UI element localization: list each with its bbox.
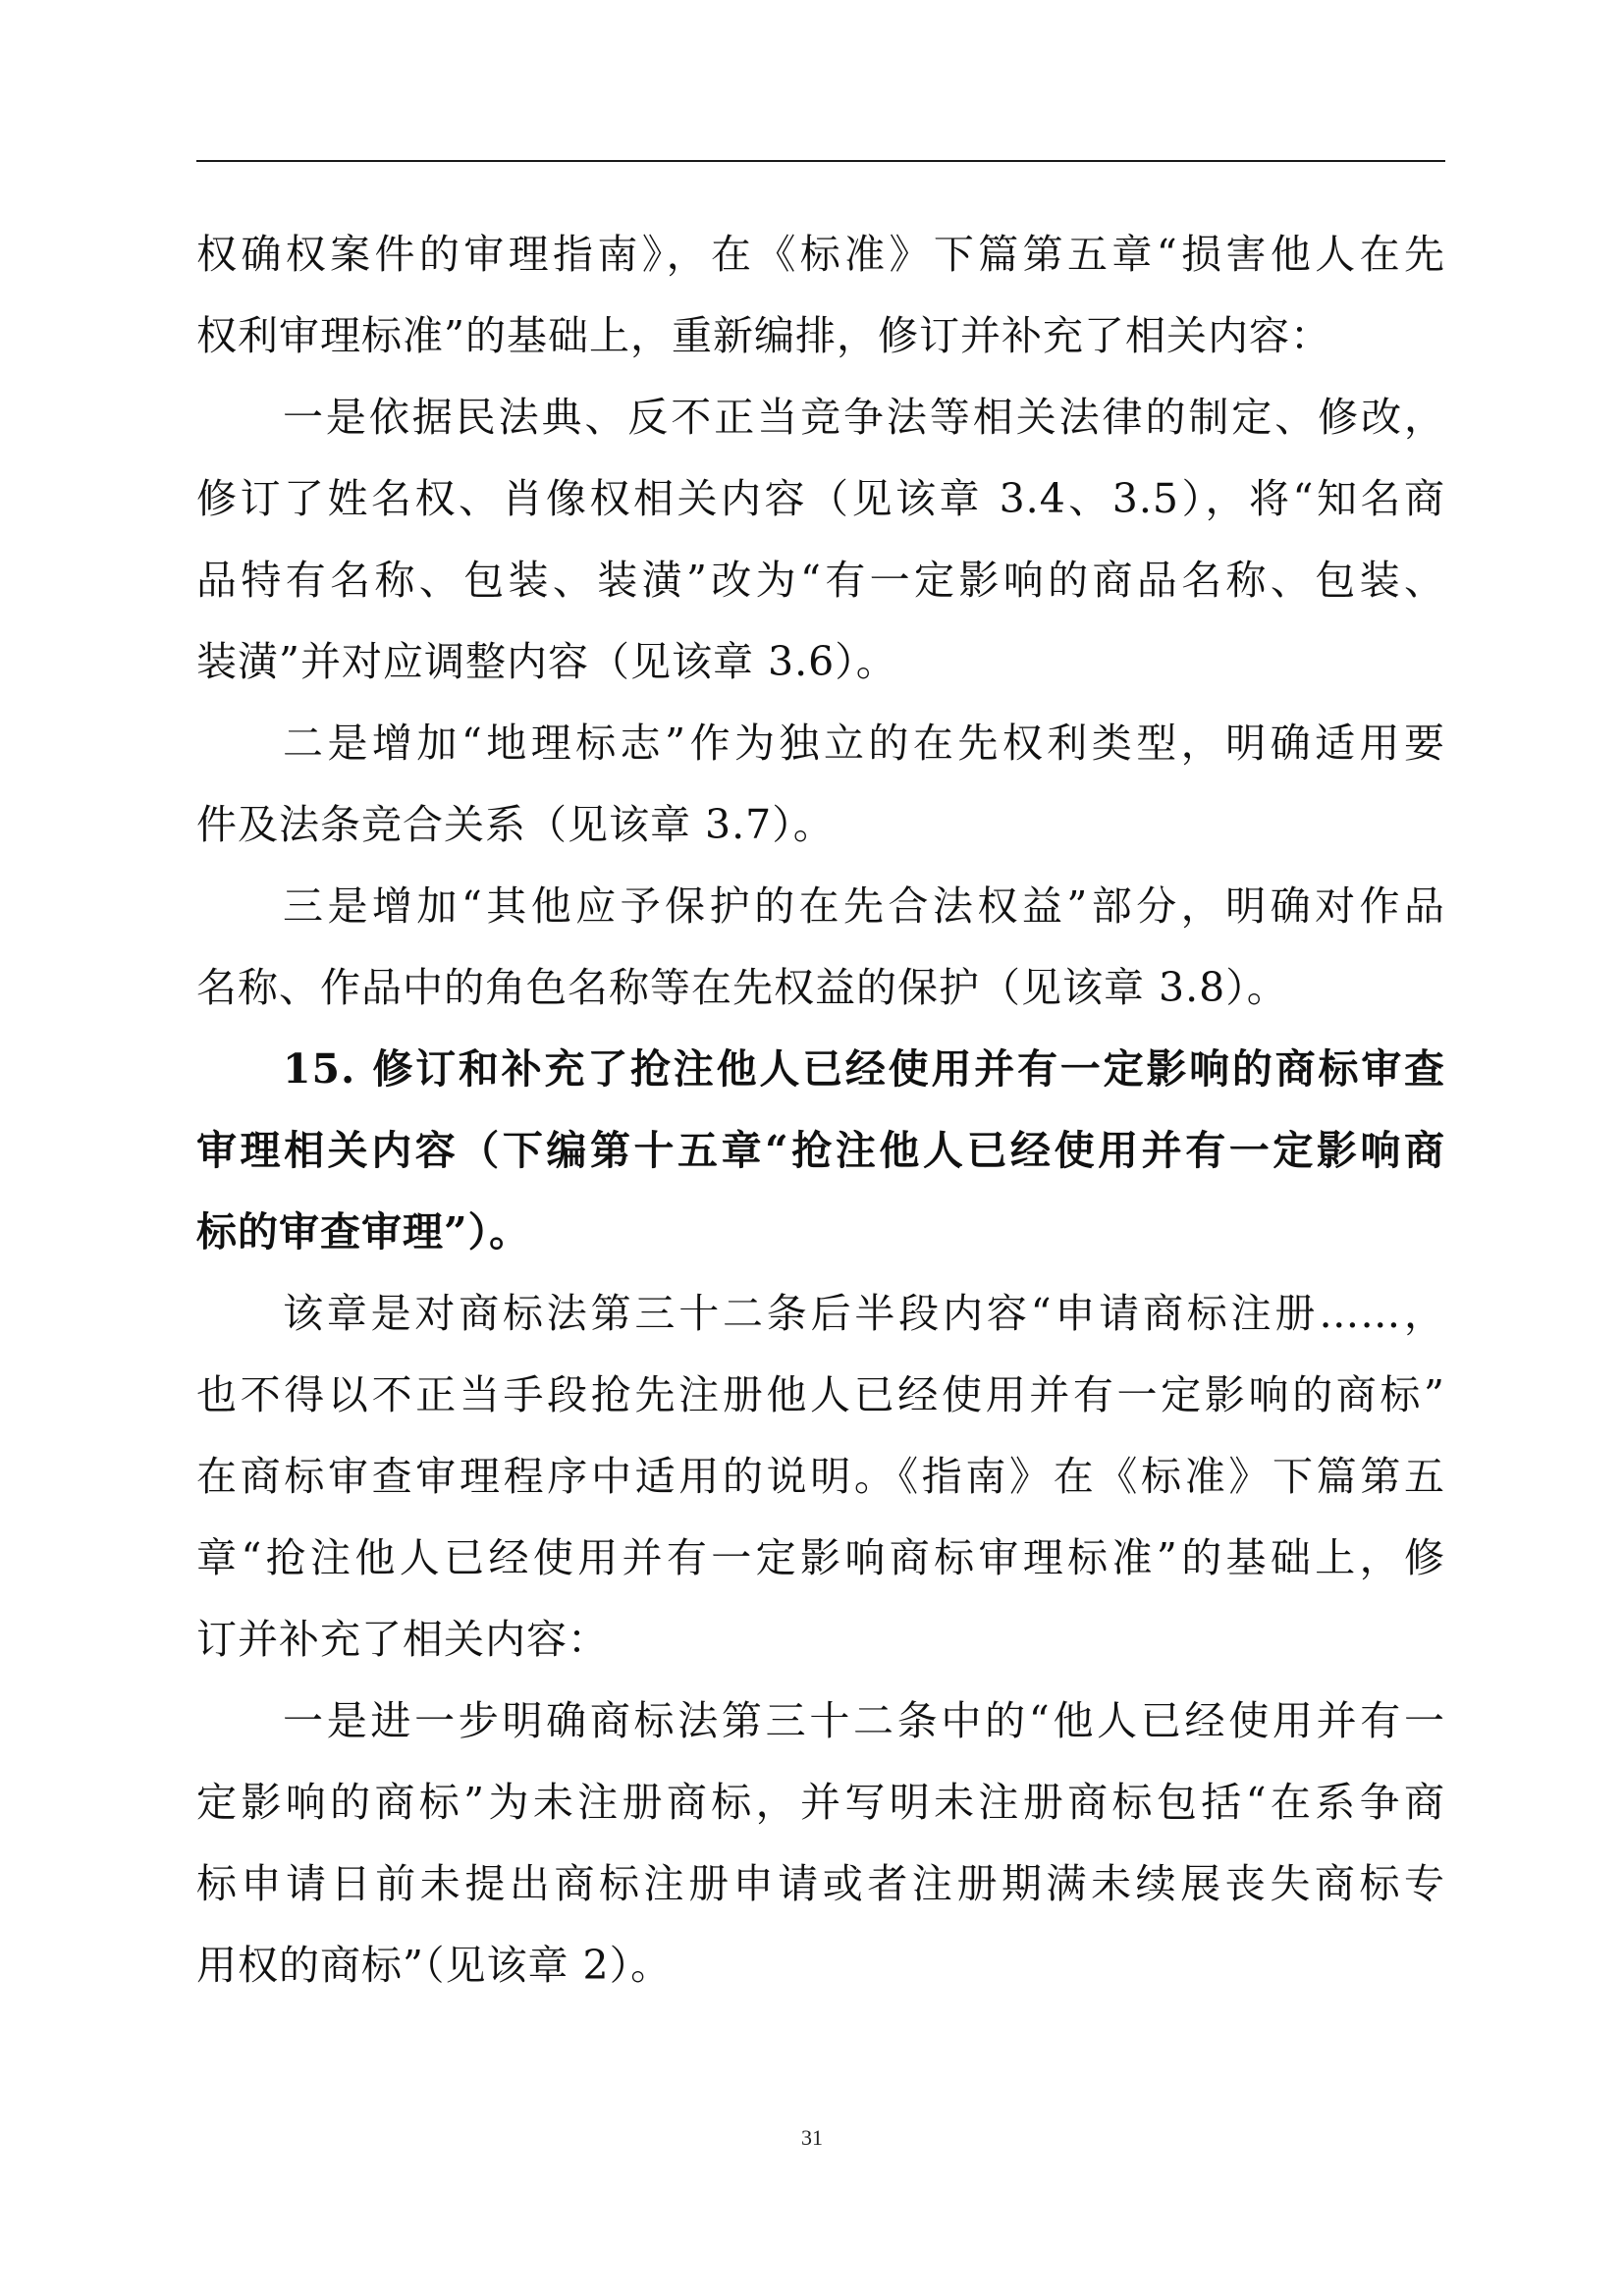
text-line: 三是增加“其他应予保护的在先合法权益”部分，明确对作品 bbox=[283, 882, 1445, 930]
text-line: 章“抢注他人已经使用并有一定影响商标审理标准”的基础上，修 bbox=[196, 1534, 1445, 1581]
text-line: 一是依据民法典、反不正当竞争法等相关法律的制定、修改， bbox=[283, 394, 1445, 441]
text-line: 也不得以不正当手段抢先注册他人已经使用并有一定影响的商标” bbox=[196, 1371, 1445, 1418]
text-line: 一是进一步明确商标法第三十二条中的“他人已经使用并有一 bbox=[283, 1697, 1445, 1744]
text-line: 权确权案件的审理指南》，在《标准》下篇第五章“损害他人在先 bbox=[196, 231, 1445, 278]
text-line: 修订了姓名权、肖像权相关内容（见该章 3.4、3.5），将“知名商 bbox=[196, 475, 1445, 522]
text-line: 名称、作品中的角色名称等在先权益的保护（见该章 3.8）。 bbox=[196, 964, 1288, 1011]
text-line: 品特有名称、包装、装潢”改为“有一定影响的商品名称、包装、 bbox=[196, 557, 1445, 604]
section-heading: 标的审查审理”）。 bbox=[196, 1208, 531, 1255]
text-line: 定影响的商标”为未注册商标，并写明未注册商标包括“在系争商 bbox=[196, 1779, 1445, 1826]
header-rule bbox=[196, 160, 1445, 162]
text-line: 该章是对商标法第三十二条后半段内容“申请商标注册……， bbox=[283, 1290, 1445, 1337]
page-number: 31 bbox=[801, 2125, 823, 2150]
text-line: 用权的商标”（见该章 2）。 bbox=[196, 1942, 673, 1989]
text-line: 标申请日前未提出商标注册申请或者注册期满未续展丧失商标专 bbox=[196, 1860, 1445, 1907]
text-line: 件及法条竞合关系（见该章 3.7）。 bbox=[196, 801, 835, 848]
text-line: 在商标审查审理程序中适用的说明。《指南》在《标准》下篇第五 bbox=[196, 1453, 1445, 1500]
section-heading: 审理相关内容（下编第十五章“抢注他人已经使用并有一定影响商 bbox=[196, 1127, 1445, 1174]
text-line: 二是增加“地理标志”作为独立的在先权利类型，明确适用要 bbox=[283, 720, 1445, 767]
section-heading: 15. 修订和补充了抢注他人已经使用并有一定影响的商标审查 bbox=[283, 1045, 1445, 1093]
text-line: 装潢”并对应调整内容（见该章 3.6）。 bbox=[196, 638, 897, 685]
body-text bbox=[196, 214, 1445, 2006]
text-line: 订并补充了相关内容： bbox=[196, 1616, 609, 1663]
text-line: 权利审理标准”的基础上，重新编排，修订并补充了相关内容： bbox=[196, 312, 1331, 359]
